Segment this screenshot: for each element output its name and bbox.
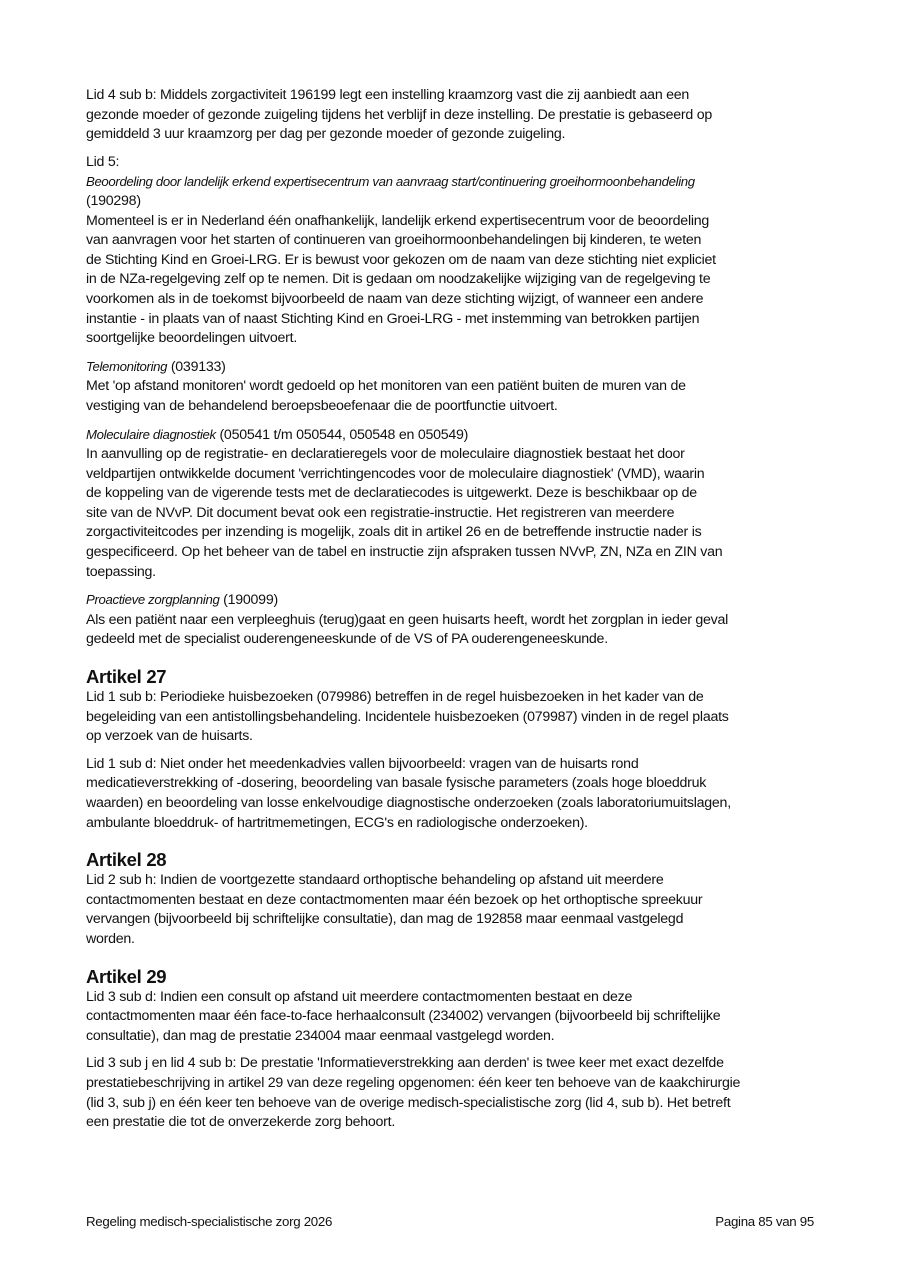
proactieve-title-line [86, 590, 816, 611]
paragraph-lid4 [86, 86, 816, 145]
paragraph-artikel28-lid2h [86, 871, 816, 949]
paragraph-artikel29-lid3j [86, 1054, 816, 1132]
telemonitoring-title: Telemonitoring [86, 358, 168, 374]
text-line: op verzoek van de huisarts. [86, 728, 253, 745]
text-line: Lid 3 sub j en lid 4 sub b: De prestatie 'Informatieverstrekking aan derden' is twee keer met exact dezelfde [86, 1055, 724, 1072]
heading-artikel-27: Artikel 27 [86, 666, 167, 688]
text-line: gedeeld met de specialist ouderengeneeskunde of de VS of PA ouderengeneeskunde. [86, 631, 608, 648]
text-line: consultatie), dan mag de prestatie 234004 maar eenmaal vastgelegd worden. [86, 1027, 555, 1044]
moleculaire-code: (050541 t/m 050544, 050548 en 050549) [215, 426, 469, 443]
text-line: instantie - in plaats van of naast Stichting Kind en Groei-LRG - met instemming van betrokken partijen [86, 310, 700, 327]
text-line: Lid 1 sub d: Niet onder het meedenkadvies vallen bijvoorbeeld: vragen van de huisarts rond [86, 755, 639, 772]
text-line: voorkomen als in de toekomst bijvoorbeeld de naam van deze stichting wijzigt, of wanneer een andere [86, 290, 704, 307]
text-line: Lid 1 sub b: Periodieke huisbezoeken (079986) betreffen in de regel huisbezoeken in het kader van de [86, 689, 704, 706]
proactieve-code: (190099) [219, 592, 278, 609]
page-footer [86, 1214, 814, 1229]
text-line: van aanvragen voor het starten of continueren van groeihormoonbehandelingen bij kinderen, te weten [86, 232, 702, 249]
text-line: de koppeling van de vigerende tests met de declaratiecodes is uitgewerkt. Deze is beschikbaar op de [86, 485, 697, 502]
text-line: Lid 4 sub b: Middels zorgactiviteit 196199 legt een instelling kraamzorg vast die zij aanbiedt aan een [86, 87, 690, 103]
text-line: begeleiding van een antistollingsbehandeling. Incidentele huisbezoeken (079987) vinden in de regel plaats [86, 708, 729, 725]
telemonitoring-title-line [86, 357, 816, 378]
text-line: gezonde moeder of gezonde zuigeling tijdens het verblijf in deze instelling. De prestatie is gebaseerd op [86, 106, 713, 123]
text-line: site van de NVvP. Dit document bevat ook een registratie-instructie. Het registreren van meerdere [86, 504, 675, 521]
text-line: Momenteel is er in Nederland één onafhankelijk, landelijk erkend expertisecentrum voor de beoordeling [86, 212, 710, 229]
text-line: Met 'op afstand monitoren' wordt gedoeld op het monitoren van een patiënt buiten de muren van de [86, 378, 686, 395]
lid5-code: (190298) [86, 192, 141, 209]
text-line: ambulante bloeddruk- of hartritmemetingen, ECG's en radiologische onderzoeken). [86, 814, 588, 831]
text-line: Lid 3 sub d: Indien een consult op afstand uit meerdere contactmomenten bestaat en deze [86, 988, 633, 1005]
text-line: in de NZa-regelgeving zelf op te nemen. Dit is gedaan om noodzakelijke wijziging van de regelgeving te [86, 271, 711, 288]
footer-page-number: Pagina 85 van 95 [715, 1214, 814, 1229]
text-line: soortgelijke beoordelingen uitvoert. [86, 330, 298, 347]
text-line: een prestatie die tot de onverzekerde zorg behoort. [86, 1114, 396, 1131]
moleculaire-title: Moleculaire diagnostiek [86, 426, 216, 442]
text-line: veldpartijen ontwikkelde document 'verrichtingencodes voor de moleculaire diagnostiek' (VMD), waarin [86, 465, 705, 482]
paragraph-telemonitoring [86, 357, 816, 417]
paragraph-artikel29-lid3d [86, 988, 816, 1047]
paragraph-artikel27-lid1d [86, 755, 816, 833]
telemonitoring-code: (039133) [167, 358, 226, 375]
text-line: Als een patiënt naar een verpleeghuis (terug)gaat en geen huisarts heeft, wordt het zorgplan in ieder geval [86, 611, 729, 628]
text-line: contactmomenten maar één face-to-face herhaalconsult (234002) vervangen (bijvoorbeeld bij schriftelijke [86, 1008, 721, 1025]
text-line: gemiddeld 3 uur kraamzorg per dag per gezonde moeder of gezonde zuigeling. [86, 126, 566, 143]
text-line: vervangen (bijvoorbeeld bij schriftelijke consultatie), dan mag de 192858 maar eenmaal vastgelegd [86, 911, 684, 928]
text-line: (lid 3, sub j) en één keer ten behoeve van de overige medisch-specialistische zorg (lid 4, sub b). Het betreft [86, 1094, 731, 1111]
moleculaire-title-line [86, 425, 816, 446]
text-line: In aanvulling op de registratie- en declaratieregels voor de moleculaire diagnostiek bestaat het door [86, 446, 685, 463]
text-line: gespecificeerd. Op het beheer van de tabel en instructie zijn afspraken tussen NVvP, ZN, NZa en ZIN van [86, 544, 723, 561]
text-line: toepassing. [86, 563, 156, 580]
text-line: worden. [86, 930, 135, 947]
text-line: prestatiebeschrijving in artikel 29 van deze regeling opgenomen: één keer ten behoeve van de kaakchirurgie [86, 1074, 741, 1091]
text-line: waarden) en beoordeling van losse enkelvoudige diagnostische onderzoeken (zoals laboratoriumuitslagen, [86, 795, 731, 811]
footer-document-title: Regeling medisch-specialistische zorg 2026 [86, 1214, 333, 1229]
text-line: Lid 2 sub h: Indien de voortgezette standaard orthoptische behandeling op afstand uit meerdere [86, 872, 664, 889]
paragraph-moleculaire [86, 425, 816, 583]
paragraph-proactieve [86, 590, 816, 650]
text-line: contactmomenten bestaat en deze contactmomenten maar één bezoek op het orthoptische spreekuur [86, 891, 703, 908]
paragraph-artikel27-lid1b [86, 688, 816, 747]
lid5-label: Lid 5: [86, 153, 120, 170]
text-line: vestiging van de behandelend beroepsbeoefenaar die de poortfunctie uitvoert. [86, 397, 558, 414]
text-line: medicatieverstrekking of -dosering, beoordeling van basale fysische parameters (zoals hoge bloeddruk [86, 775, 707, 792]
heading-artikel-29: Artikel 29 [86, 965, 167, 987]
heading-artikel-28: Artikel 28 [86, 849, 167, 871]
paragraph-lid5 [86, 153, 816, 349]
proactieve-title: Proactieve zorgplanning [86, 592, 220, 608]
document-body [86, 86, 816, 1141]
text-line: de Stichting Kind en Groei-LRG. Er is bewust voor gekozen om de naam van deze stichting niet expliciet [86, 251, 716, 268]
lid5-title: Beoordeling door landelijk erkend expertisecentrum van aanvraag start/continuering groeihormoonbehandeling [86, 174, 695, 190]
text-line: zorgactiviteitcodes per inzending is mogelijk, zoals dit in artikel 26 en de betreffende instructie nader is [86, 524, 702, 541]
